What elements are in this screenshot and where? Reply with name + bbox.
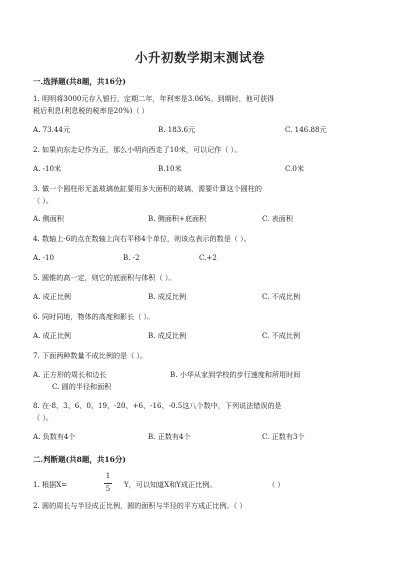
question-5-option-b: B. 成反比例 bbox=[148, 292, 187, 301]
question-8-option-c: C. 正数有3个 bbox=[262, 432, 305, 441]
question-8-text: 8. 在-8、3、6、0、19、-20、+6、-16、-0.5这八个数中，下列说法错误的是 bbox=[33, 401, 282, 410]
judge-1-fraction-bar bbox=[104, 483, 112, 484]
question-2-option-b: B.10米 bbox=[158, 164, 182, 173]
question-6-option-b: B. 成反比例 bbox=[148, 331, 187, 340]
question-6-option-a: A. 成正比例 bbox=[33, 331, 72, 340]
judge-1-fraction-denominator: 5 bbox=[105, 485, 111, 493]
question-1-option-b: B. 183.6元 bbox=[158, 125, 196, 134]
question-4-text: 4. 数轴上-6的点在数轴上向右平移4个单位，则该点表示的数是（ ）。 bbox=[33, 234, 251, 243]
question-1-option-a: A. 73.44元 bbox=[33, 125, 71, 134]
judge-1-fraction-numerator: 1 bbox=[105, 472, 111, 480]
question-2-option-c: C.0米 bbox=[285, 164, 305, 173]
question-2-text: 2. 如果向东走记作为正，那么小明向西走了10米，可以记作（ ）。 bbox=[33, 145, 242, 154]
question-7-text: 7. 下面两种数量不成比例的是（ ）。 bbox=[33, 351, 148, 360]
question-5-option-c: C. 不成比例 bbox=[262, 292, 301, 301]
question-4-option-c: C.+2 bbox=[199, 253, 217, 262]
question-3-option-a: A. 侧面积 bbox=[33, 214, 64, 223]
question-1-text-cont: 税后利息(利息税的税率是20%)（ ） bbox=[33, 106, 149, 115]
question-6-text: 6. 同时同地，物体的高度和影长（ ）。 bbox=[33, 312, 155, 321]
judge-1-blank: （ ） bbox=[268, 480, 285, 489]
question-7-option-b: B. 小华从家到学校的步行速度和所用时间 bbox=[170, 370, 301, 379]
judge-2-text: 2. 圆的周长与半径成正比例，圆的面积与半径的平方成正比例。（ ） bbox=[33, 501, 247, 510]
question-8-option-a: A. 负数有4个 bbox=[33, 432, 76, 441]
judge-1-prefix: 1. 根据X= bbox=[33, 480, 68, 489]
question-4-option-b: B. -2 bbox=[123, 253, 140, 262]
question-1-text: 1. 明明将3000元存入银行，定期二年，年利率是3.06%。到期时，他可获得 bbox=[33, 94, 275, 103]
section-judge-heading: 二.判断题(共8题，共16分) bbox=[33, 455, 126, 464]
question-7-option-a: A. 正方形的周长和边长 bbox=[33, 370, 107, 379]
question-7-option-c: C. 圆的半径和面积 bbox=[52, 382, 112, 391]
question-4-option-a: A. -10 bbox=[33, 253, 55, 262]
question-1-option-c: C. 146.88元 bbox=[285, 125, 327, 134]
question-3-text-cont: （ ）。 bbox=[33, 196, 53, 205]
page-title: 小升初数学期末测试卷 bbox=[134, 50, 265, 65]
question-2-option-a: A. -10米 bbox=[33, 164, 62, 173]
question-5-option-a: A. 成正比例 bbox=[33, 292, 72, 301]
question-3-option-c: C. 表面积 bbox=[262, 214, 293, 223]
question-3-text: 3. 做一个圆柱形无盖玻璃鱼缸要用多大面积的玻璃，需要计算这个圆柱的 bbox=[33, 184, 262, 193]
question-3-option-b: B. 侧面积+底面积 bbox=[148, 214, 207, 223]
section-choice-heading: 一.选择题(共8题，共16分) bbox=[33, 77, 126, 86]
judge-1-text: Y，可以知道X和Y成正比例。 bbox=[124, 480, 217, 489]
question-8-text-cont: （ ）。 bbox=[33, 413, 53, 422]
question-6-option-c: C. 不成比例 bbox=[262, 331, 301, 340]
question-8-option-b: B. 正数有4个 bbox=[148, 432, 191, 441]
question-5-text: 5. 圆锥的高一定，则它的底面积与体积（ ）。 bbox=[33, 273, 176, 282]
